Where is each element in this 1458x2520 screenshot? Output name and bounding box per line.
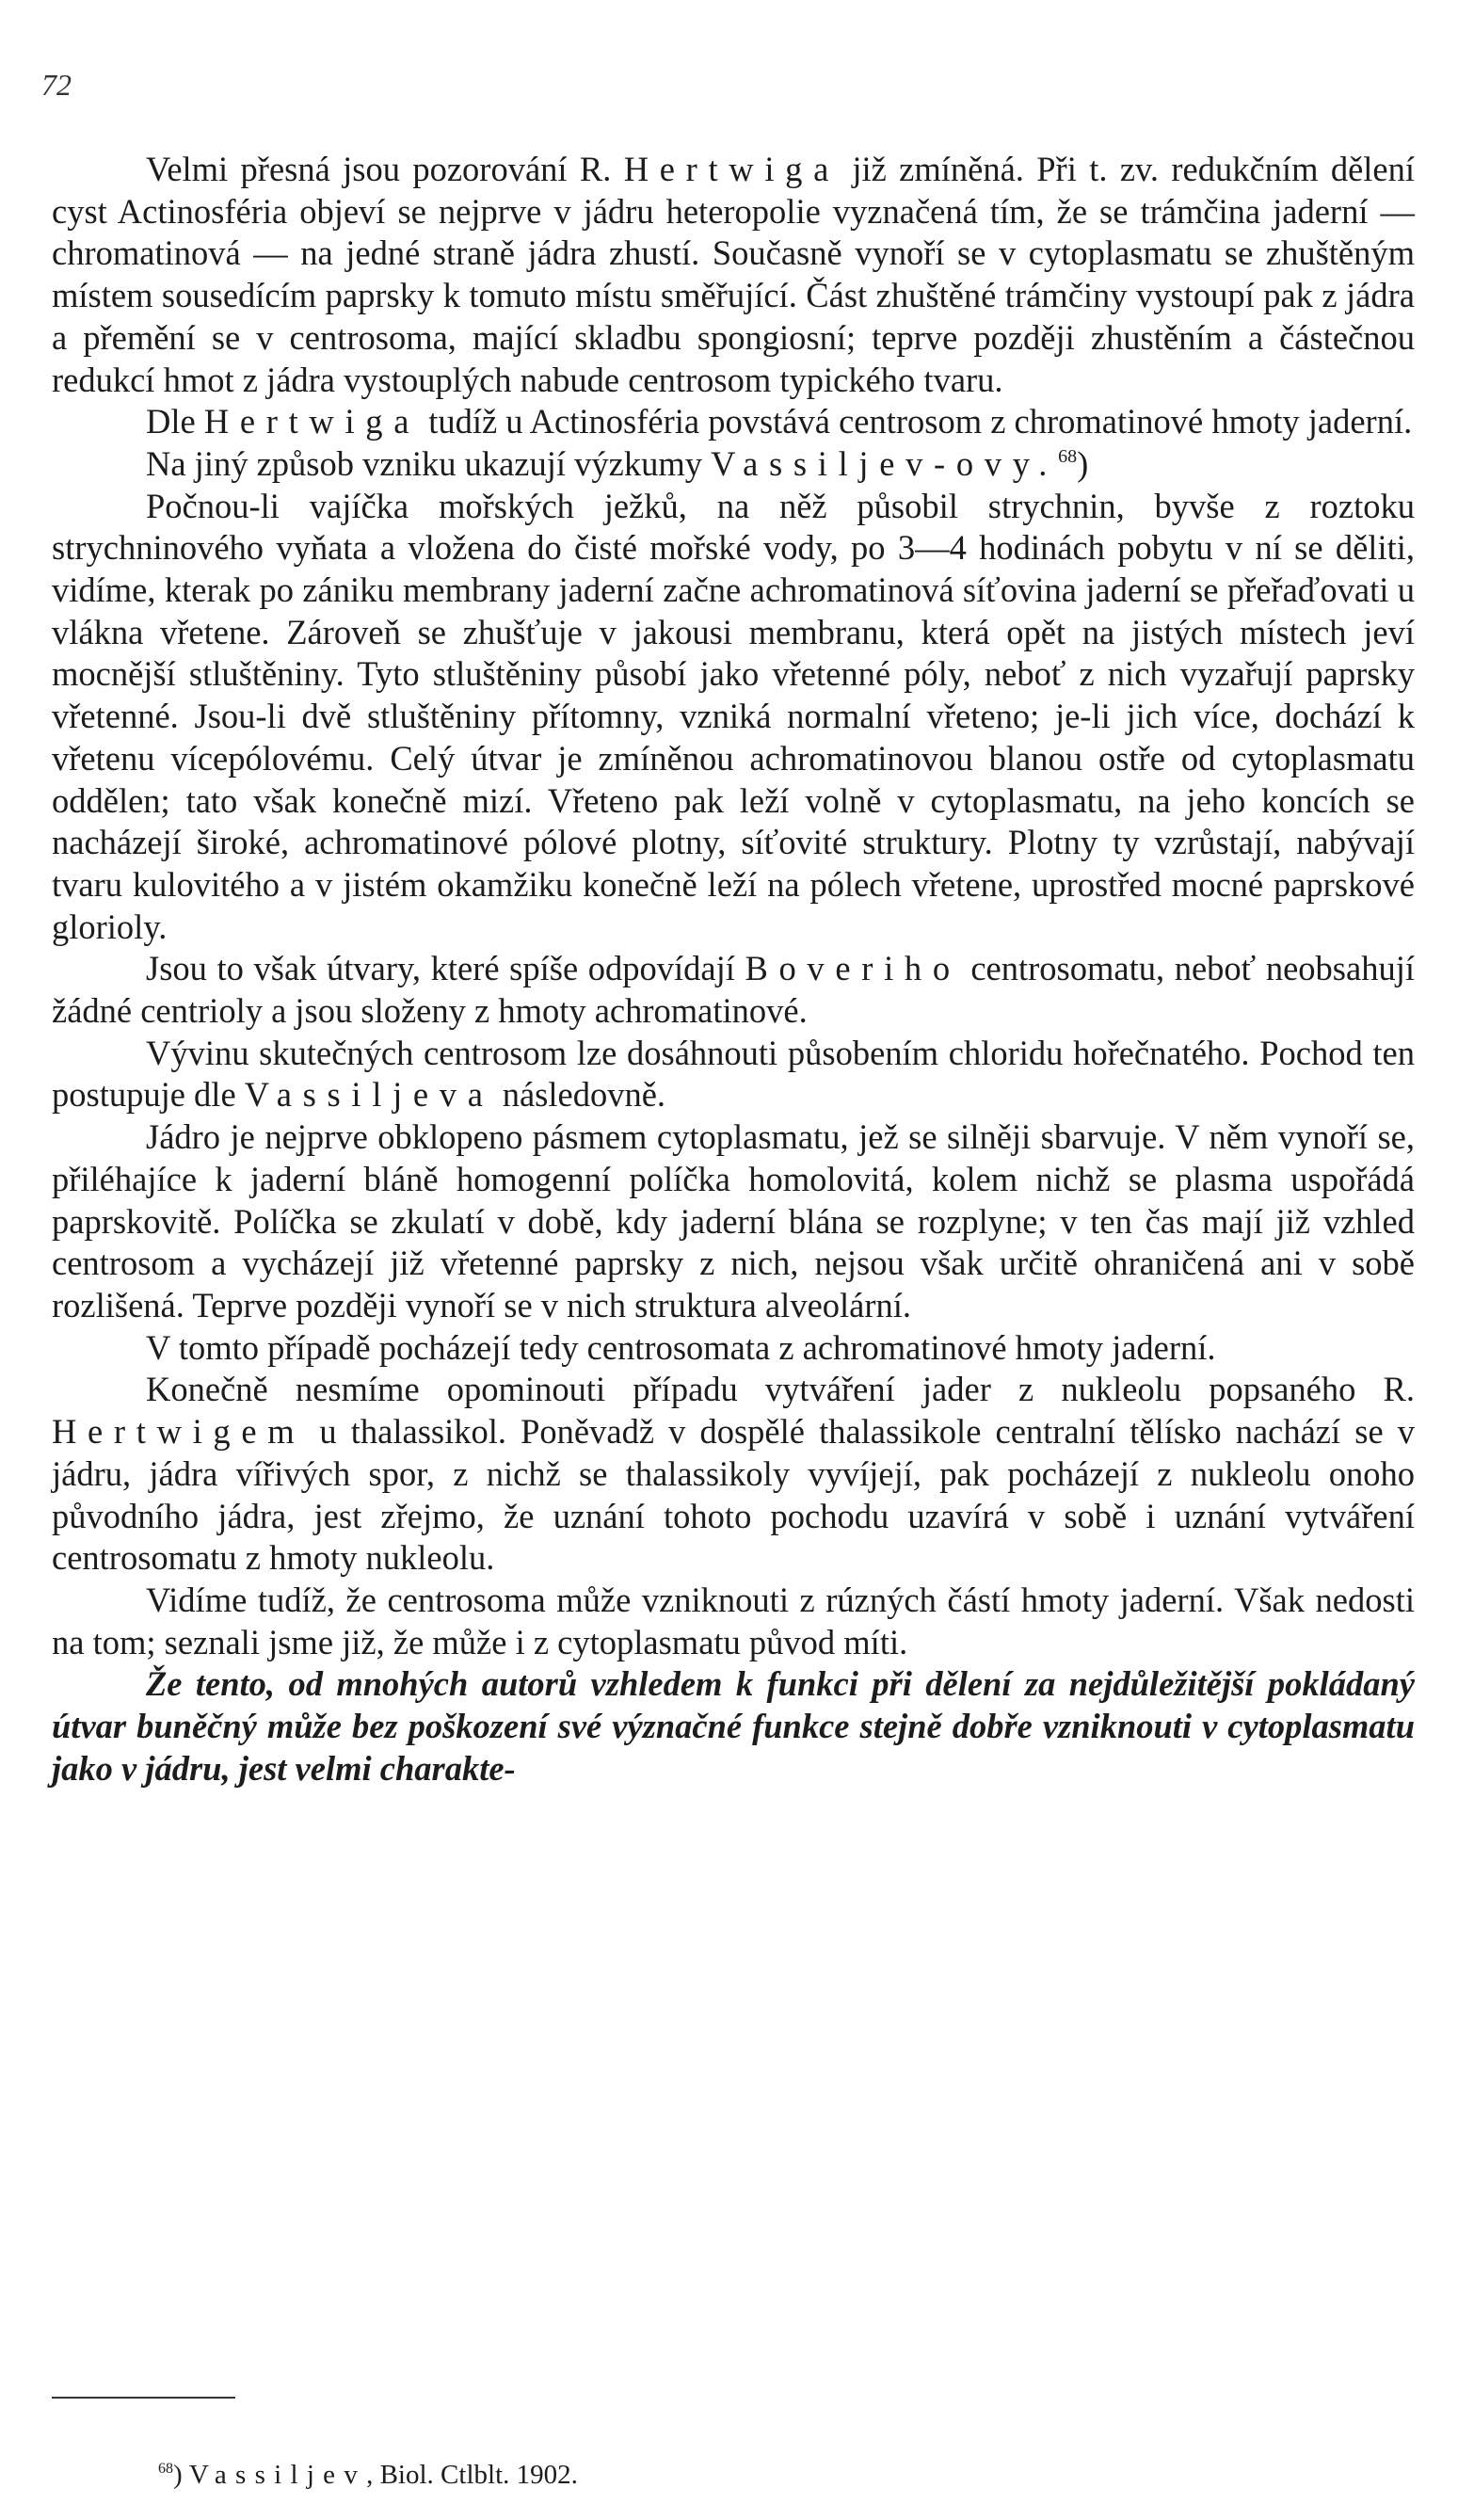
paragraph [52,443,1415,486]
paragraph [52,149,1415,401]
text-span: Konečně nesmíme opominouti případu vytváření jader z nukleolu popsaného R. [146,1370,1415,1409]
body-text [52,149,1415,1790]
text-span: centrosomatu, neboť neobsahují žádné centrioly a jsou složeny z hmoty achromatinové. [52,949,1415,1031]
text-span: ) [172,2460,189,2490]
author-name: Vassiljeva [244,1075,494,1115]
paragraph [52,1033,1415,1116]
text-span: Dle [146,402,204,441]
author-name: Hertwigem [52,1412,306,1452]
page-number: 72 [41,68,72,102]
paragraph: Jádro je nejprve obklopeno pásmem cytoplasmatu, jež se silněji sbarvuje. V něm vynoří se, přiléhajíce k jaderní bláně homogenní políčka homolovitá, kolem nichž se plasma uspořádá paprskovitě. Políčka se zkulatí v době, kdy jaderní blána se rozplyne; v ten čas mají již vzhled centrosom a vycházejí již vřetenné paprsky z nich, nejsou však určitě ohraničená ani v sobě rozlišená. Teprve později vynoří se v nich struktura alveolární. [52,1117,1415,1324]
author-name: Boveriho [745,949,961,988]
footnote-divider [52,2397,235,2399]
paragraph: Počnou-li vajíčka mořských ježků, na něž působil strychnin, byvše z roztoku strychninového vyňata a vložena do čisté mořské vody, po 3—4 hodinách pobytu v ní se děliti, vidíme, kterak po zániku membrany jaderní začne achromatinová síťovina jaderní se přeřaďovati u vlákna vřetene. Zároveň se zhušťuje v jakousi membranu, která opět na jistých místech jeví mocnější stluštěniny. Tyto stluštěniny působí jako vřetenné póly, neboť z nich vyzařují paprsky vřetenné. Jsou-li dvě stluštěniny přítomny, vzniká normalní vřeteno; je-li jich více, dochází k vřetenu vícepólovému. Celý útvar je zmíněnou achromatinovou blanou ostře od cytoplasmatu oddělen; tato však konečně mizí. Vřeteno pak leží volně v cytoplasmatu, na jeho koncích se nacházejí široké, achromatinové pólové plotny, síťovité struktury. Plotny ty vzrůstají, nabývají tvaru kulovitého a v jistém okamžiku konečně leží na pólech vřetene, uprostřed mocné paprskové glorioly. [52,486,1415,946]
author-name: Hertwiga [203,402,421,441]
text-span: Velmi přesná jsou pozorování R. [146,150,624,188]
paragraph: Vidíme tudíž, že centrosoma může vzniknouti z rúzných částí hmoty jaderní. Však nedosti na tom; seznali jsme již, že může i z cytoplasmatu původ míti. [52,1580,1415,1661]
text-span: u thalassikol. Poněvadž v dospělé thalassikole centralní tělísko nachází se v jádru, jádra vířivých spor, z nichž se thalassikoly vyvíjejí, pak pocházejí z nukleolu onoho původního jádra, jest zřejmo, že uznání tohoto pochodu uzavírá v sobě i uznání vytváření centrosomatu z hmoty nukleolu. [52,1412,1415,1578]
paragraph [52,401,1415,443]
paragraph: V tomto případě pocházejí tedy centrosomata z achromatinové hmoty jaderní. [146,1327,1216,1367]
author-name: Vassiljev [188,2460,367,2490]
text-span: Jsou to však útvary, které spíše odpovídají [146,949,745,988]
paragraph-italic: Že tento, od mnohých autorů vzhledem k funkci při dělení za nejdůležitější pokládaný útvar buněčný může bez poškození své význačné funkce stejně dobře vzniknouti v cytoplasmatu jako v jádru, jest velmi charakte- [52,1664,1415,1788]
text-span: následovně. [493,1075,666,1115]
text-span: ) [1077,443,1089,483]
footnote-ref: 68 [1058,445,1078,467]
text-span: Vývinu skutečných centrosom lze dosáhnouti působením chloridu hořečnatého. Pochod ten postupuje dle [52,1033,1415,1115]
footnote [158,2459,578,2491]
paragraph [52,948,1415,1032]
text-span: tudíž u Actinosféria povstává centrosom z chromatinové hmoty jaderní. [420,402,1413,441]
footnote-number: 68 [158,2460,173,2477]
text-span: Na jiný způsob vzniku ukazují výzkumy [146,443,712,483]
text-span: , Biol. Ctlblt. 1902. [366,2460,578,2490]
text-span: již zmíněná. Při t. zv. redukčním dělení cyst Actinosféria objeví se nejprve v jádru heteropolie vyznačená tím, že se trámčina jaderní — chromatinová — na jedné straně jádra zhustí. Současně vynoří se v cytoplasmatu se zhuštěným místem sousedícím paprsky k tomuto místu směřující. Část zhuštěné trámčiny vystoupí pak z jádra a přemění se v centrosoma, mající skladbu spongiosní; teprve později zhustěním a částečnou redukcí hmot z jádra vystouplých nabude centrosom typického tvaru. [52,150,1415,399]
author-name: Vassiljev-ovy. [711,443,1059,483]
author-name: Hertwiga [623,150,840,188]
paragraph [52,1369,1415,1580]
